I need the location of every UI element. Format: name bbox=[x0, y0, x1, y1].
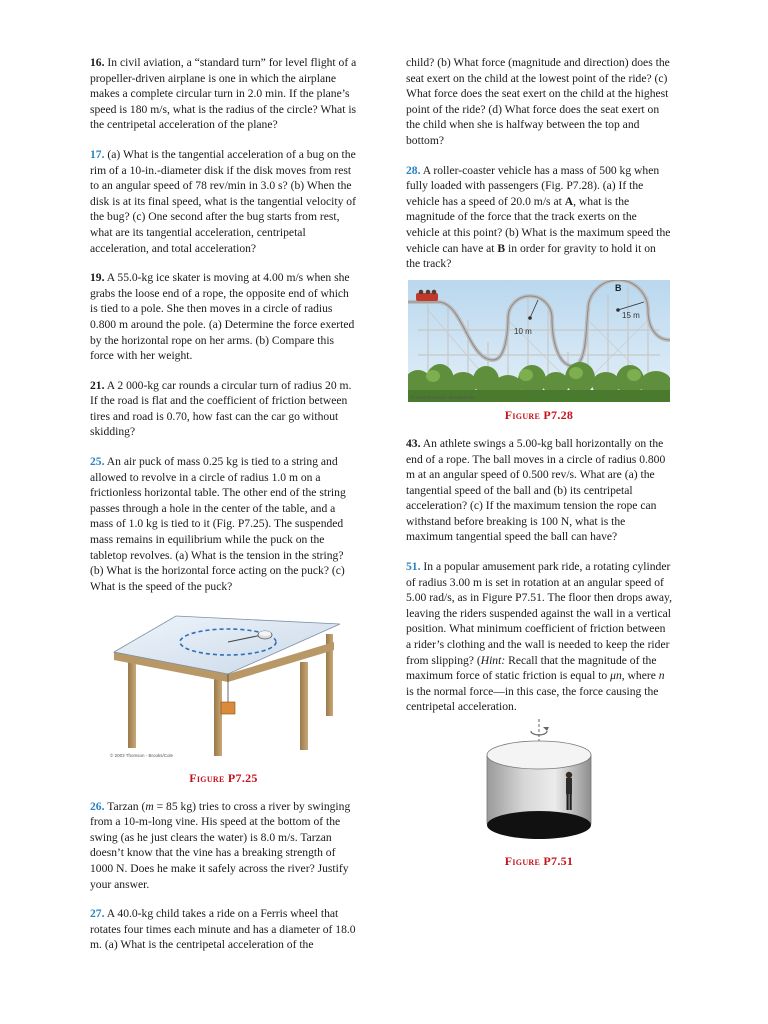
problem-43 bbox=[406, 436, 672, 545]
problem-text: An athlete swings a 5.00-kg ball horizontally on the end of a rope. The ball moves in a circle of radius 0.800 m at an angular speed of 0.500 rev/s. What are (a) the tangential speed of the ball and (b) its centripetal acceleration? (c) If the maximum tension the rope can withstand before breaking is 100 N, what is the maximum tangential speed the ball can have? bbox=[406, 436, 666, 544]
problem-text: A 55.0-kg ice skater is moving at 4.00 m/s when she grabs the loose end of a rope, the opposite end of which is tied to a pole. She then moves in a circle of radius 0.800 m around the pole. (a) Determine the force exerted by the horizontal rope on her arms. (b) Compare this force with her weight. bbox=[90, 271, 355, 363]
problem-number: 17. bbox=[90, 147, 105, 161]
problem-number: 28. bbox=[406, 163, 421, 177]
problem-25 bbox=[90, 454, 357, 594]
table-leg bbox=[128, 656, 136, 748]
problem-text: In a popular amusement park ride, a rotating cylinder of radius 3.00 m is set in rotation at an angular speed of 5.00 rad/s, as in Figure P7.51. The floor then drops away, leaving the riders suspended against the wall in a vertical position. What minimum coefficient of friction between a rider’s clothing and the wall is needed to keep the rider from slipping? (Hint: Recall that the magnitude of the maximum force of static friction is equal to μn, where n is the normal force—in this case, the force causing the centripetal acceleration. bbox=[406, 560, 672, 714]
problem-number: 26. bbox=[90, 799, 105, 813]
problem-text: child? (b) What force (magnitude and direction) does the seat exert on the child at the lowest point of the ride? (c) What force does the seat exert on the child at the highest point of the ride? (d) What force does the seat exert on the child when she is halfway between the top and bottom? bbox=[406, 56, 670, 147]
point-B-label: B bbox=[615, 282, 622, 293]
radius-10m-label: 10 m bbox=[514, 326, 532, 336]
problem-text: An air puck of mass 0.25 kg is tied to a string and allowed to revolve in a circle of radius 1.0 m on a frictionless horizontal table. The other end of the string passes through a hole in the center of the table, and a mass of 1.0 kg is tied to it (Fig. P7.25). The suspended mass remains in equilibrium while the puck on the tabletop revolves. (a) What is the tension in the string? (b) What is the horizontal force acting on the puck? (c) What is the speed of the puck? bbox=[90, 455, 346, 593]
table-leg bbox=[300, 662, 308, 750]
problem-text: Tarzan (m = 85 kg) tries to cross a river by swinging from a 10-m-long vine. His speed at the bottom of the swing (as he just clears the water) is 8.0 m/s. Tarzan doesn’t know that the vine has a breaking strength of 1000 N. Does he make it safely across the river? Justify your answer. bbox=[90, 799, 351, 891]
problem-text: A roller-coaster vehicle has a mass of 500 kg when fully loaded with passengers (Fig. P7.28). (a) If the vehicle has a speed of 20.0 m/s at A, what is the magnitude of the force that the track exerts on the vehicle at this point? (b) What is the maximum speed the vehicle can have at B in order for gravity to hold it on the track? bbox=[406, 163, 671, 271]
problem-text: In civil aviation, a “standard turn” for level flight of a propeller-driven airplane is one in which the airplane makes a complete circular turn in 2.0 min. If the plane’s speed is 180 m/s, what is the radius of the circle? What is the centripetal acceleration of the plane? bbox=[90, 56, 357, 132]
right-column bbox=[406, 55, 672, 869]
cylinder-top-rim bbox=[487, 741, 591, 769]
figure-p7-51 bbox=[406, 717, 672, 869]
rotating-cylinder-illustration bbox=[469, 717, 609, 847]
figure-caption: Figure P7.28 bbox=[504, 408, 574, 423]
problem-number: 43. bbox=[406, 436, 421, 450]
figure-p7-28 bbox=[406, 280, 672, 424]
table-leg bbox=[214, 674, 222, 756]
problem-text: A 40.0-kg child takes a ride on a Ferris wheel that rotates four times each minute and has a diameter of 18.0 m. (a) What is the centripetal acceleration of the bbox=[90, 907, 356, 952]
table-puck-illustration bbox=[104, 604, 344, 764]
problem-51 bbox=[406, 559, 672, 715]
figure-credit: © 2003 Thomson - Brooks/Cole bbox=[109, 753, 173, 759]
cylinder-floor-opening bbox=[487, 811, 591, 839]
radius-15m-label: 15 m bbox=[622, 310, 640, 320]
problem-number: 21. bbox=[90, 378, 105, 392]
problem-number: 51. bbox=[406, 560, 421, 574]
problem-text: A 2 000-kg car rounds a circular turn of radius 20 m. If the road is flat and the coefficient of friction between tires and road is 0.70, how fast can the car go without skidding? bbox=[90, 378, 352, 439]
figure-p7-25 bbox=[90, 604, 357, 786]
problem-number: 27. bbox=[90, 907, 105, 921]
problem-number: 25. bbox=[90, 455, 105, 469]
problem-number: 19. bbox=[90, 271, 105, 285]
problem-17 bbox=[90, 147, 357, 256]
problem-number: 16. bbox=[90, 56, 105, 69]
problem-27 bbox=[90, 906, 357, 953]
problem-28 bbox=[406, 163, 672, 272]
left-column bbox=[90, 55, 357, 967]
figure-caption: Figure P7.51 bbox=[504, 853, 574, 868]
problem-16 bbox=[90, 55, 357, 133]
figure-caption: Figure P7.25 bbox=[189, 771, 258, 785]
problem-26 bbox=[90, 799, 357, 893]
problem-text: (a) What is the tangential acceleration of a bug on the rim of a 10-in.-diameter disk if the disk moves from rest to an angular speed of 78 rev/min in 3.0 s? (b) When the disk is at its final speed, what is the tangential velocity of the bug? (c) One second after the bug starts from rest, what are its tangential acceleration, centripetal acceleration, and total acceleration? bbox=[90, 147, 356, 255]
problem-21 bbox=[90, 378, 357, 440]
problem-27-continued bbox=[406, 55, 672, 149]
suspended-mass bbox=[221, 702, 235, 714]
coaster-car bbox=[416, 293, 438, 301]
problem-19 bbox=[90, 270, 357, 364]
roller-coaster-illustration bbox=[408, 280, 670, 402]
figure-credit: © 2003 Thomson - Brooks/Cole bbox=[411, 394, 475, 400]
